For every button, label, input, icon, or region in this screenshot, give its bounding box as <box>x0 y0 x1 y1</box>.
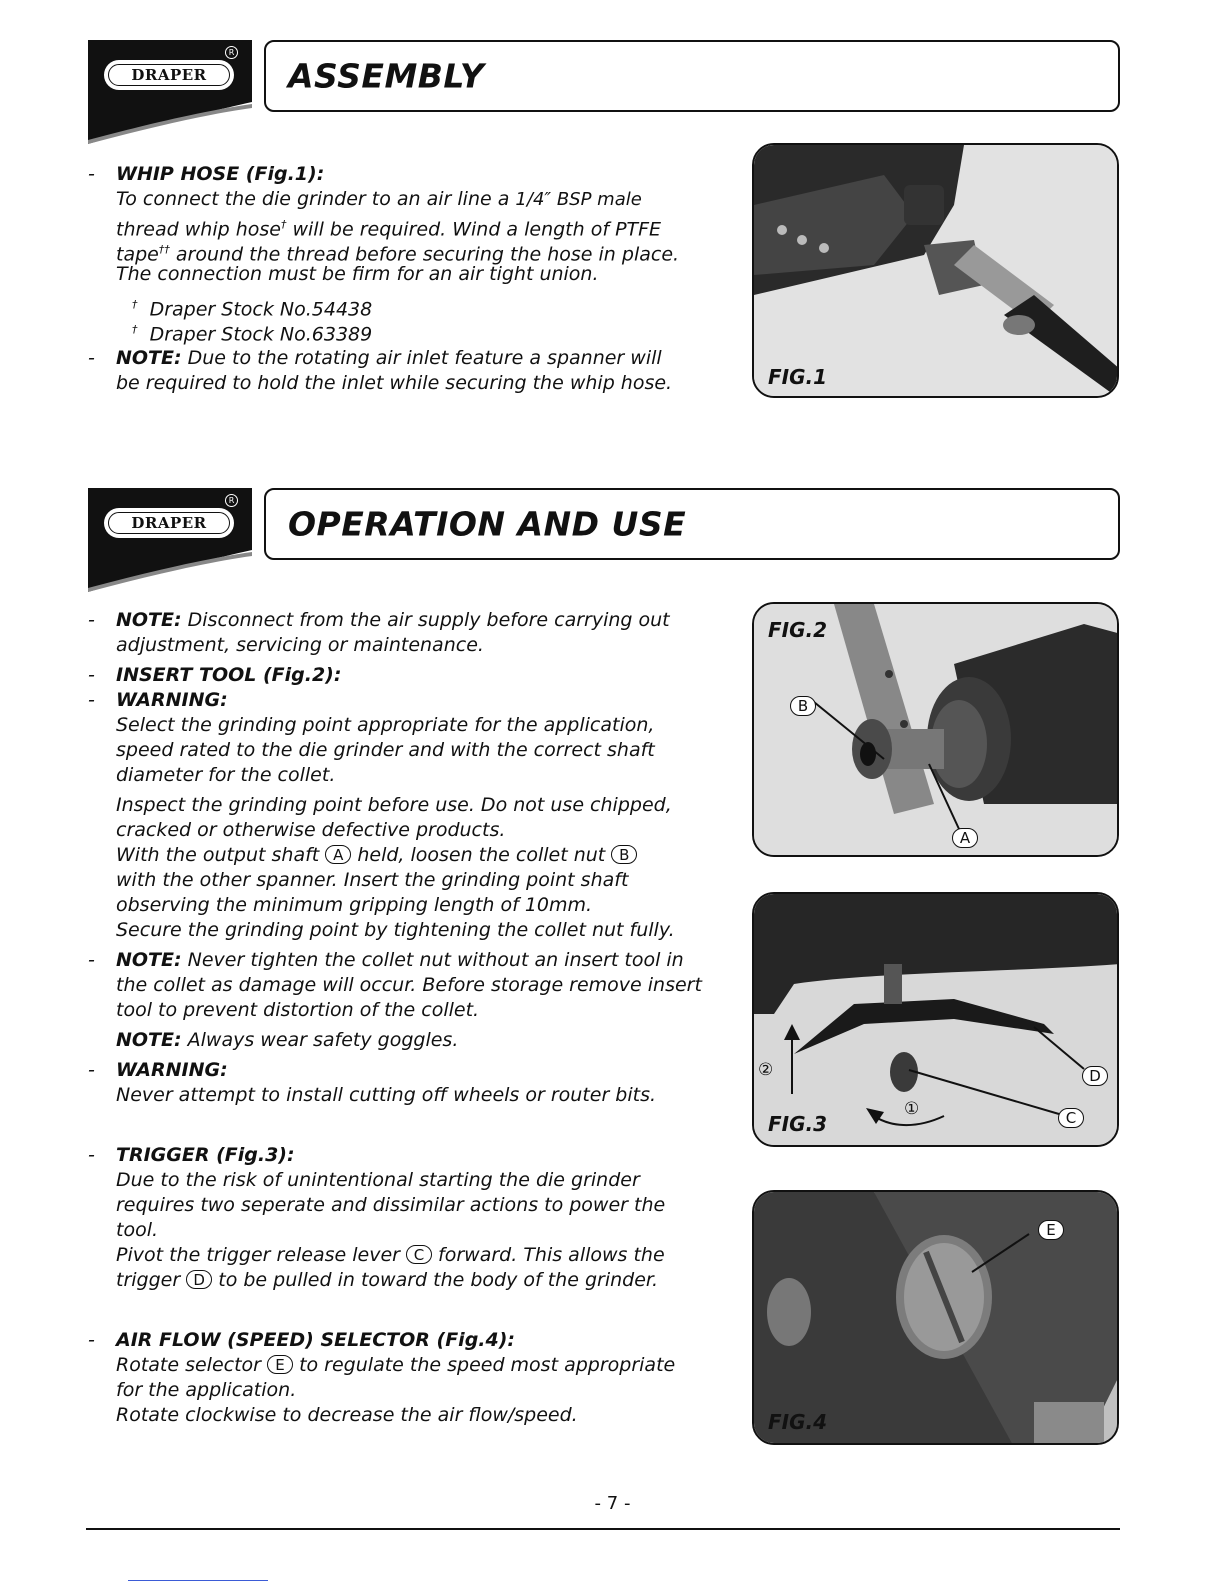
whip-hose-heading: WHIP HOSE (Fig.1): <box>116 163 325 185</box>
whip-hose-line: tape†† around the thread before securing the hose in place. <box>116 243 680 266</box>
warning-line: Inspect the grinding point before use. Do not use chipped, <box>116 794 672 816</box>
insert-tool-heading: INSERT TOOL (Fig.2): <box>116 664 342 686</box>
insert-line: with the other spanner. Insert the grinding point shaft <box>116 869 629 891</box>
warning-line: speed rated to the die grinder and with the correct shaft <box>116 739 655 761</box>
trigger-line: requires two seperate and dissimilar actions to power the <box>116 1194 666 1216</box>
trigger-heading: TRIGGER (Fig.3): <box>116 1144 295 1166</box>
callout-e-inline: E <box>267 1355 293 1374</box>
fig-4-label: FIG.4 <box>768 1410 828 1434</box>
step-1-marker: ① <box>904 1099 920 1119</box>
step-2-marker: ② <box>758 1060 774 1080</box>
section-title-assembly: ASSEMBLY <box>288 56 485 96</box>
note-line: the collet as damage will occur. Before storage remove insert <box>116 974 702 996</box>
air-line: for the application. <box>116 1379 297 1401</box>
trigger-pull-line: trigger D to be pulled in toward the body of the grinder. <box>116 1269 658 1291</box>
draper-logo: DRAPER <box>104 60 234 90</box>
warning-line: diameter for the collet. <box>116 764 336 786</box>
bullet-dash: - <box>88 347 95 369</box>
trigger-line: Due to the risk of unintentional starting the die grinder <box>116 1169 640 1191</box>
draper-logo: DRAPER <box>104 508 234 538</box>
fraction: 1/4″ BSP male <box>515 189 642 210</box>
note-line: be required to hold the inlet while securing the whip hose. <box>116 372 673 394</box>
bullet-dash: - <box>88 1059 95 1081</box>
stock-number-1: † Draper Stock No.54438 <box>132 298 373 321</box>
air-line: Rotate clockwise to decrease the air flow/speed. <box>116 1404 578 1426</box>
whip-hose-line: The connection must be firm for an air tight union. <box>116 263 599 285</box>
insert-line: Secure the grinding point by tightening the collet nut fully. <box>116 919 675 941</box>
callout-b-inline: B <box>611 845 637 864</box>
bullet-dash: - <box>88 1144 95 1166</box>
operation-header-box <box>264 488 1120 560</box>
warning-line: cracked or otherwise defective products. <box>116 819 506 841</box>
callout-d-inline: D <box>186 1270 212 1289</box>
draper-logo-banner <box>88 40 252 144</box>
note-line: NOTE: Never tighten the collet nut without an insert tool in <box>116 949 684 971</box>
fig-2-label: FIG.2 <box>768 618 828 642</box>
trigger-line: tool. <box>116 1219 159 1241</box>
note-line: tool to prevent distortion of the collet. <box>116 999 480 1021</box>
fig-1-label: FIG.1 <box>768 365 828 389</box>
pivot-line: Pivot the trigger release lever C forward. This allows the <box>116 1244 665 1266</box>
note-line: adjustment, servicing or maintenance. <box>116 634 484 656</box>
footer-divider <box>86 1528 1120 1530</box>
warning-heading: WARNING: <box>116 1059 228 1081</box>
bullet-dash: - <box>88 949 95 971</box>
bullet-dash: - <box>88 689 95 711</box>
registered-mark: R <box>225 46 238 59</box>
rotate-line: Rotate selector E to regulate the speed most appropriate <box>116 1354 676 1376</box>
bullet-dash: - <box>88 1329 95 1351</box>
note-line: NOTE: Always wear safety goggles. <box>116 1029 459 1051</box>
callout-c-inline: C <box>406 1245 432 1264</box>
callout-d: D <box>1082 1066 1108 1086</box>
link-underline <box>128 1580 268 1581</box>
warning-line: Never attempt to install cutting off wheels or router bits. <box>116 1084 657 1106</box>
bullet-dash: - <box>88 609 95 631</box>
warning-line: Select the grinding point appropriate for the application, <box>116 714 655 736</box>
output-shaft-line: With the output shaft A held, loosen the collet nut B <box>116 843 637 868</box>
figure-3-photo <box>752 892 1119 1147</box>
insert-line: observing the minimum gripping length of 10mm. <box>116 894 593 916</box>
air-flow-heading: AIR FLOW (SPEED) SELECTOR (Fig.4): <box>116 1329 516 1351</box>
callout-a-inline: A <box>325 845 351 864</box>
bullet-dash: - <box>88 163 95 185</box>
warning-heading: WARNING: <box>116 689 228 711</box>
figure-1-photo <box>752 143 1119 398</box>
assembly-header-box <box>264 40 1120 112</box>
figure-4-photo <box>752 1190 1119 1445</box>
callout-b: B <box>790 696 816 716</box>
page-number: - 7 - <box>594 1493 631 1514</box>
callout-e: E <box>1038 1220 1064 1240</box>
note-line: NOTE: Disconnect from the air supply before carrying out <box>116 609 670 631</box>
bullet-dash: - <box>88 664 95 686</box>
fig-3-label: FIG.3 <box>768 1112 828 1136</box>
callout-a: A <box>952 828 978 848</box>
registered-mark: R <box>225 494 238 507</box>
draper-logo-banner <box>88 488 252 592</box>
stock-number-2: † Draper Stock No.63389 <box>132 323 373 346</box>
figure-2-photo <box>752 602 1119 857</box>
whip-hose-line: To connect the die grinder to an air line a 1/4″ BSP male <box>116 188 642 210</box>
section-title-operation: OPERATION AND USE <box>288 504 687 544</box>
callout-c: C <box>1058 1108 1084 1128</box>
whip-hose-line: thread whip hose† will be required. Wind a length of PTFE <box>116 218 662 241</box>
note-line: NOTE: Due to the rotating air inlet feature a spanner will <box>116 347 662 369</box>
